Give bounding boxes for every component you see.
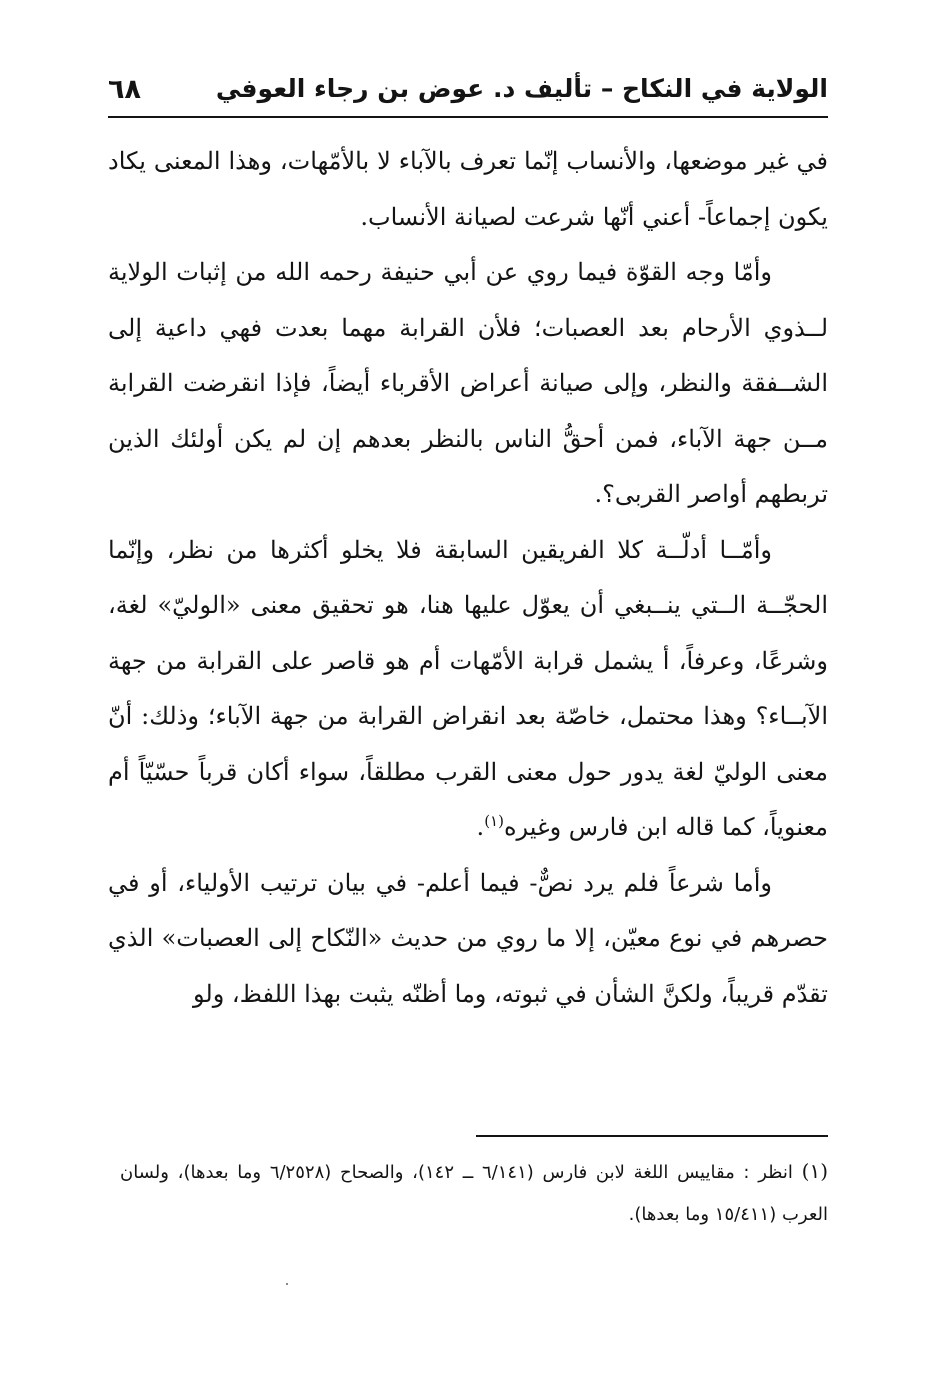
paragraph-4 bbox=[108, 856, 828, 1023]
running-title: الولاية في النكاح – تأليف د. عوض بن رجاء العوفي bbox=[215, 74, 828, 103]
body-text bbox=[108, 134, 828, 1022]
page-number: ٦٨ bbox=[108, 74, 141, 105]
footnote-marker: (١) bbox=[801, 1159, 828, 1183]
footnotes bbox=[120, 1150, 828, 1236]
footnote-reference[interactable]: (١) bbox=[484, 812, 504, 830]
paragraph-2 bbox=[108, 245, 828, 523]
paragraph-3 bbox=[108, 523, 828, 856]
paragraph-text: وأمّا وجه القوّة فيما روي عن أبي حنيفة رحمه الله من إثبات الولاية لــذوي الأرحام بعد العصبات؛ فلأن القرابة مهما بعدت فهي داعية إلى الشــفقة والنظر، وإلى صيانة أعراض الأقرباء أيضاً، فإذا انقرضت القرابة مــن جهة الآباء، فمن أحقُّ الناس بالنظر بعدهم إن لم يكن أولئك الذين تربطهم أواصر القربى؟. bbox=[108, 258, 829, 508]
paragraph-1 bbox=[108, 134, 828, 245]
paragraph-text: في غير موضعها، والأنساب إنّما تعرف بالآباء لا بالأمّهات، وهذا المعنى يكاد يكون إجماعاً- أعني أنّها شرعت لصيانة الأنساب. bbox=[108, 147, 828, 231]
paragraph-text: وأمّــا أدلّــة كلا الفريقين السابقة فلا يخلو أكثرها من نظر، وإنّما الحجّــة الــتي ينــبغي أن يعوّل عليها هنا، هو تحقيق معنى «الوليّ» لغة، وشرعًا، وعرفاً، أ يشمل قرابة الأمّهات أم هو قاصر على القرابة من جهة الآبــاء؟ وهذا محتمل، خاصّة بعد انقراض القرابة من جهة الآباء؛ وذلك: أنّ معنى الوليّ لغة يدور حول معنى القرب مطلقاً، سواء أكان قرباً حسّيّاً أم معنوياً، كما قاله ابن فارس وغيره bbox=[108, 535, 828, 841]
header-rule bbox=[108, 116, 828, 118]
footnote-separator bbox=[476, 1135, 828, 1137]
scan-speck bbox=[286, 1283, 288, 1285]
page-header bbox=[108, 72, 828, 118]
paragraph-text: وأما شرعاً فلم يرد نصٌّ- فيما أعلم- في بيان ترتيب الأولياء، أو في حصرهم في نوع معيّن، إلا ما روي من حديث «النّكاح إلى العصبات» الذي تقدّم قريباً، ولكنَّ الشأن في ثبوته، وما أظنّه يثبت بهذا اللفظ، ولو bbox=[108, 868, 828, 1008]
footnote-1 bbox=[120, 1150, 828, 1236]
footnote-text: انظر : مقاييس اللغة لابن فارس (٦/١٤١ ــ ١٤٢)، والصحاح (٦/٢٥٢٨ وما بعدها)، ولسان العرب (١٥/٤١١ وما بعدها). bbox=[120, 1162, 828, 1225]
paragraph-tail: . bbox=[476, 813, 485, 841]
